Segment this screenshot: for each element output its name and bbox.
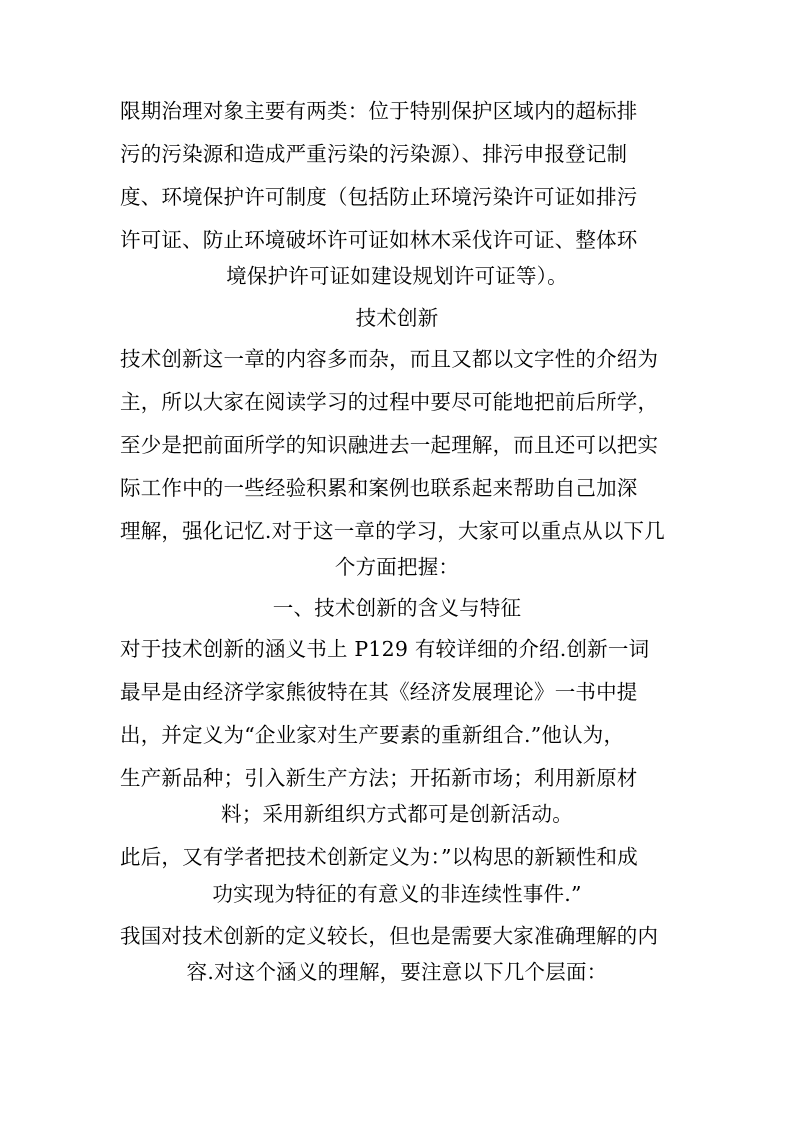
section-heading-definition: 一、技术创新的含义与特征	[272, 596, 522, 620]
paragraph-4-line-1: 此后，又有学者把技术创新定义为：”以构思的新颖性和成	[120, 845, 638, 869]
paragraph-2-line-1: 技术创新这一章的内容多而杂，而且又都以文字性的介绍为	[120, 347, 659, 371]
paragraph-2-line-4: 际工作中的一些经验积累和案例也联系起来帮助自己加深	[120, 476, 638, 500]
section-heading-tech-innovation: 技术创新	[355, 306, 439, 330]
paragraph-4-line-2: 功实现为特征的有意义的非连续性事件.”	[212, 882, 582, 906]
paragraph-1-line-1: 限期治理对象主要有两类：位于特别保护区域内的超标排	[120, 99, 638, 123]
paragraph-2-line-6: 个方面把握：	[334, 555, 460, 579]
paragraph-3-line-1: 对于技术创新的涵义书上 P129 有较详细的介绍.创新一词	[120, 637, 650, 661]
paragraph-2-line-3: 至少是把前面所学的知识融进去一起理解，而且还可以把实	[120, 433, 659, 457]
paragraph-1-line-5: 境保护许可证如建设规划许可证等）。	[226, 264, 568, 288]
paragraph-5-line-1: 我国对技术创新的定义较长，但也是需要大家准确理解的内	[120, 924, 659, 948]
paragraph-3-line-2: 最早是由经济学家熊彼特在其《经济发展理论》一书中提	[120, 680, 638, 704]
paragraph-5-line-2: 容.对这个涵义的理解，要注意以下几个层面：	[186, 960, 608, 984]
paragraph-1-line-3: 度、环境保护许可制度（包括防止环境污染许可证如排污	[120, 185, 638, 209]
paragraph-3-line-3: 出，并定义为“企业家对生产要素的重新组合.”他认为，	[120, 723, 625, 747]
paragraph-3-line-4: 生产新品种；引入新生产方法；开拓新市场；利用新原材	[120, 766, 638, 790]
paragraph-1-line-2: 污的污染源和造成严重污染的污染源）、排污申报登记制	[120, 142, 628, 166]
paragraph-2-line-5: 理解，强化记忆.对于这一章的学习，大家可以重点从以下几	[120, 519, 665, 543]
paragraph-1-line-4: 许可证、防止环境破坏许可证如林木采伐许可证、整体环	[120, 228, 638, 252]
paragraph-3-line-5: 料；采用新组织方式都可是创新活动。	[221, 802, 573, 826]
paragraph-2-line-2: 主，所以大家在阅读学习的过程中要尽可能地把前后所学，	[120, 390, 659, 414]
